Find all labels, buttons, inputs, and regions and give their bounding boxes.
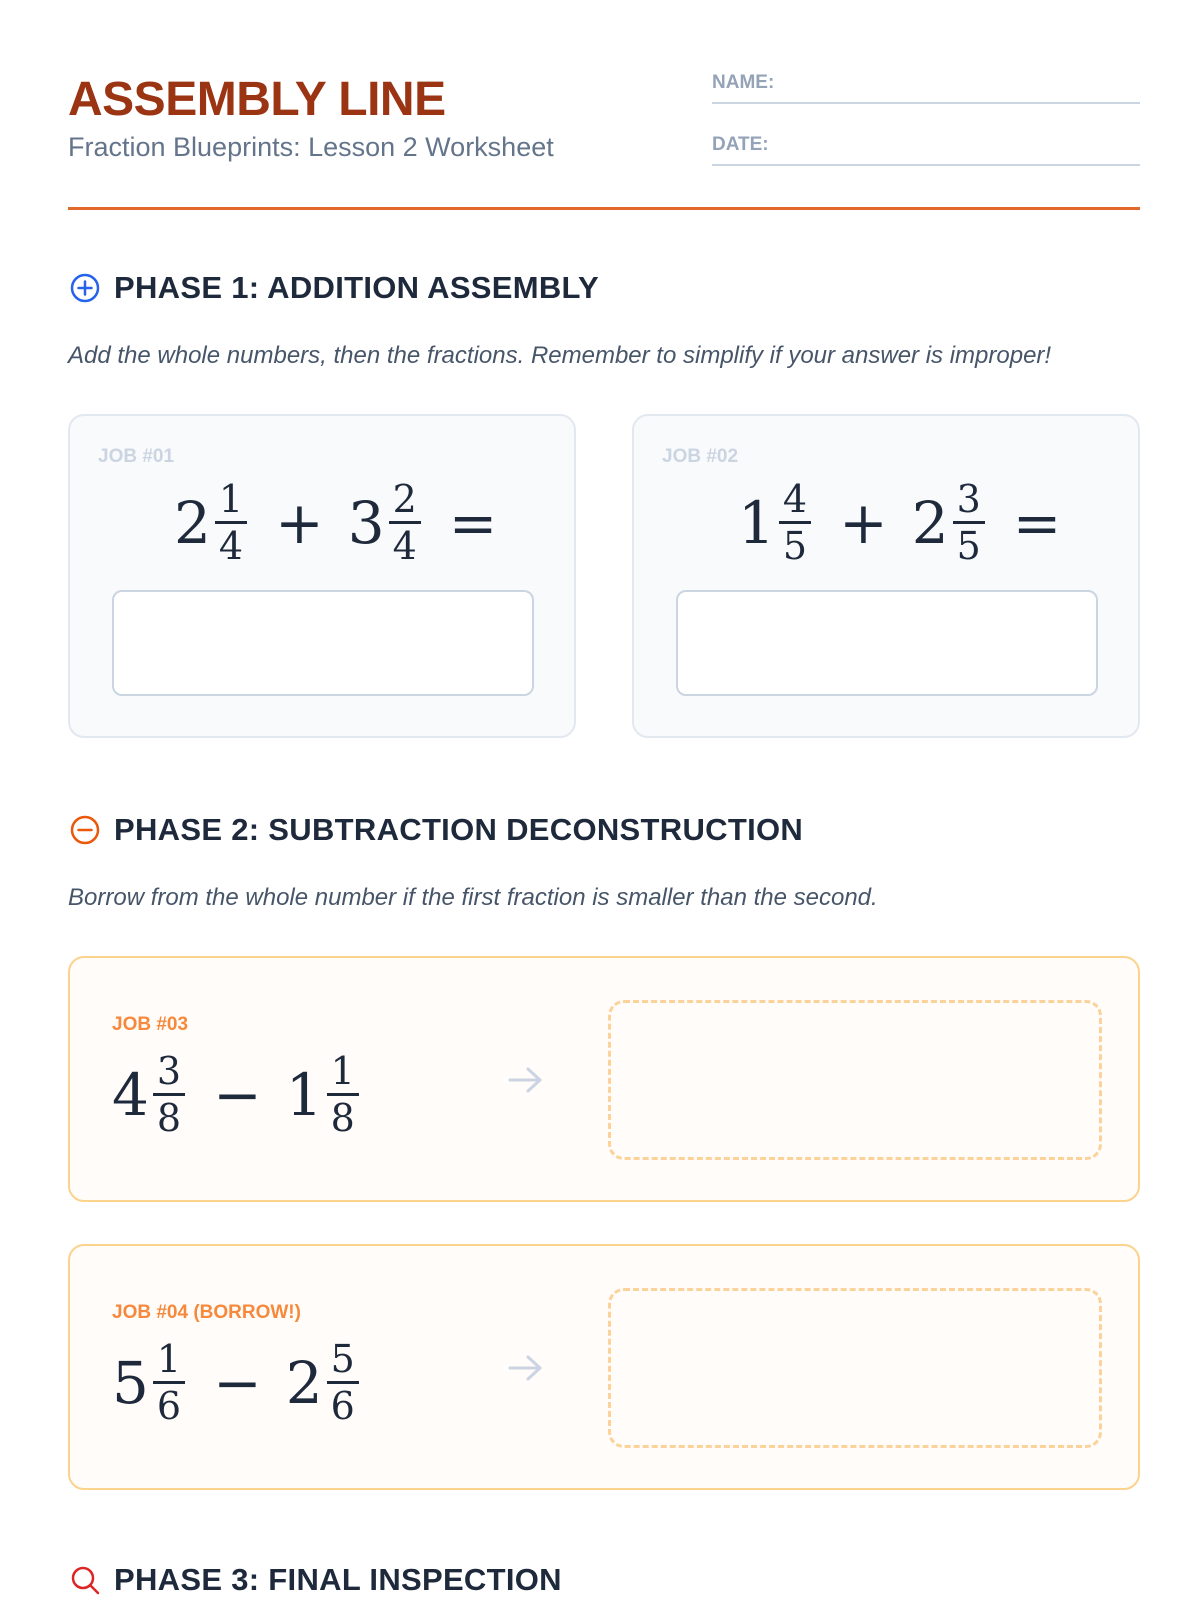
job-card-04 xyxy=(68,1244,1140,1490)
magnifier-icon xyxy=(68,1563,102,1597)
fraction xyxy=(327,1049,359,1140)
phase2-instructions: Borrow from the whole number if the first fraction is smaller than the second. xyxy=(68,884,878,911)
subtraction-expression xyxy=(112,1049,363,1140)
denominator: 4 xyxy=(218,524,244,568)
numerator: 2 xyxy=(392,477,417,521)
answer-box[interactable] xyxy=(112,590,534,696)
fraction xyxy=(779,477,811,568)
fraction xyxy=(153,1049,185,1140)
phase1-heading xyxy=(68,268,599,308)
fraction xyxy=(153,1337,185,1428)
fraction xyxy=(327,1337,359,1428)
answer-box[interactable] xyxy=(608,1000,1102,1160)
job-card-03 xyxy=(68,956,1140,1202)
numerator: 3 xyxy=(956,477,981,521)
phase1-title: PHASE 1: ADDITION ASSEMBLY xyxy=(114,270,599,305)
job-label: JOB #01 xyxy=(98,446,175,467)
plus-operator: + xyxy=(275,488,324,557)
equals-sign: = xyxy=(1012,488,1062,557)
whole-number: 5 xyxy=(112,1348,149,1417)
plus-operator: + xyxy=(839,488,888,557)
job-card-01 xyxy=(68,414,576,738)
denominator: 6 xyxy=(156,1384,182,1428)
numerator: 3 xyxy=(156,1049,182,1093)
fraction xyxy=(389,477,421,568)
date-label: DATE: xyxy=(712,134,769,155)
phase2-title: PHASE 2: SUBTRACTION DECONSTRUCTION xyxy=(114,812,804,847)
numerator: 4 xyxy=(782,477,808,521)
denominator: 5 xyxy=(956,524,981,568)
job-label: JOB #04 (BORROW!) xyxy=(112,1302,301,1323)
minus-operator: − xyxy=(213,1348,262,1417)
job-label: JOB #02 xyxy=(662,446,739,467)
minus-operator: − xyxy=(213,1060,262,1129)
job-label: JOB #03 xyxy=(112,1014,189,1035)
numerator: 1 xyxy=(330,1049,355,1093)
date-field[interactable] xyxy=(712,130,1140,166)
denominator: 5 xyxy=(782,524,808,568)
worksheet-subtitle: Fraction Blueprints: Lesson 2 Worksheet xyxy=(68,132,554,162)
numerator: 5 xyxy=(330,1337,355,1381)
phase3-heading xyxy=(68,1560,562,1600)
denominator: 4 xyxy=(392,524,417,568)
job-card-02 xyxy=(632,414,1140,738)
addition-expression xyxy=(174,477,521,568)
denominator: 8 xyxy=(330,1096,355,1140)
subtraction-expression xyxy=(112,1337,363,1428)
whole-number: 4 xyxy=(112,1060,149,1129)
phase2-heading xyxy=(68,810,803,850)
fraction xyxy=(215,477,247,568)
phase1-instructions: Add the whole numbers, then the fractions. Remember to simplify if your answer is improper! xyxy=(68,342,1052,369)
arrow-right-icon xyxy=(504,1062,548,1098)
equals-sign: = xyxy=(448,488,498,557)
plus-circle-icon xyxy=(68,271,102,305)
answer-box[interactable] xyxy=(608,1288,1102,1448)
addition-expression xyxy=(738,477,1085,568)
minus-circle-icon xyxy=(68,813,102,847)
denominator: 6 xyxy=(330,1384,355,1428)
whole-number: 3 xyxy=(347,488,385,557)
numerator: 1 xyxy=(218,477,244,521)
whole-number: 2 xyxy=(174,488,211,557)
worksheet-header xyxy=(68,68,1140,210)
name-label: NAME: xyxy=(712,72,775,93)
answer-box[interactable] xyxy=(676,590,1098,696)
name-field[interactable] xyxy=(712,68,1140,104)
arrow-right-icon xyxy=(504,1350,548,1386)
numerator: 1 xyxy=(156,1337,182,1381)
fraction xyxy=(953,477,985,568)
phase3-title: PHASE 3: FINAL INSPECTION xyxy=(114,1562,562,1597)
whole-number: 2 xyxy=(285,1348,323,1417)
worksheet-title: ASSEMBLY LINE xyxy=(68,73,446,126)
whole-number: 1 xyxy=(738,488,775,557)
denominator: 8 xyxy=(156,1096,182,1140)
whole-number: 2 xyxy=(911,488,949,557)
whole-number: 1 xyxy=(285,1060,323,1129)
